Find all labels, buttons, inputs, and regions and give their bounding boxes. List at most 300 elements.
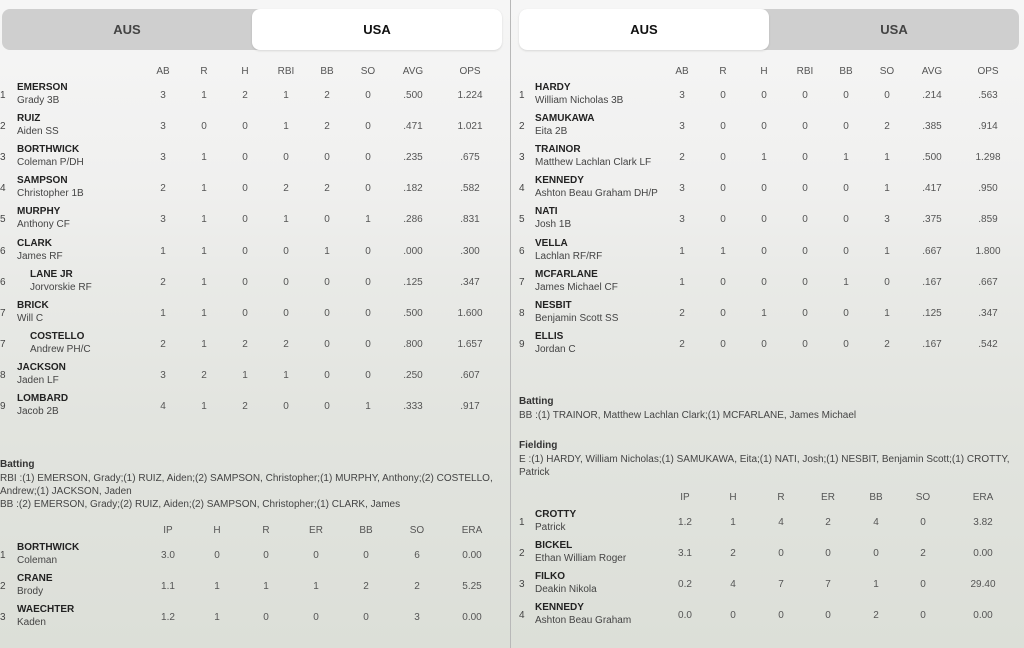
stat-h: 0 bbox=[242, 121, 248, 133]
player-position: Grady 3B bbox=[17, 95, 60, 106]
stat-so: 0 bbox=[884, 90, 890, 101]
batting-order: 4 bbox=[0, 183, 6, 195]
batter-row[interactable] bbox=[511, 82, 1024, 110]
stat-ab: 1 bbox=[679, 245, 685, 257]
pitcher-row[interactable] bbox=[511, 509, 1024, 537]
stat-bb: 0 bbox=[324, 307, 330, 319]
player-position: Lachlan RF/RF bbox=[535, 250, 603, 262]
player-name[interactable]: CRANE bbox=[17, 573, 53, 585]
stat-bb: 0 bbox=[843, 338, 849, 350]
stat-so: 0 bbox=[920, 517, 926, 528]
batter-row[interactable] bbox=[0, 206, 510, 234]
batting-order: 7 bbox=[519, 276, 525, 288]
stat-bb: 2 bbox=[324, 90, 330, 101]
stat-avg: .471 bbox=[403, 121, 423, 133]
stat-so: 0 bbox=[920, 579, 926, 591]
stat-r: 1 bbox=[201, 214, 207, 226]
stat-er: 2 bbox=[825, 517, 831, 528]
right-boxscore-panel bbox=[510, 0, 1024, 648]
batting-order: 6 bbox=[519, 245, 525, 257]
stat-ab: 2 bbox=[160, 183, 166, 195]
stat-r: 1 bbox=[201, 338, 207, 350]
stat-h: 4 bbox=[730, 579, 736, 591]
stat-rbi: 0 bbox=[283, 401, 289, 412]
stat-so: 2 bbox=[884, 338, 890, 350]
batting-order: 9 bbox=[519, 338, 525, 350]
stat-era: 0.00 bbox=[973, 548, 993, 560]
stat-rbi: 0 bbox=[802, 338, 808, 350]
stat-er: 0 bbox=[825, 548, 831, 560]
stat-ab: 2 bbox=[679, 307, 685, 319]
stat-r: 0 bbox=[263, 612, 269, 624]
stat-r: 0 bbox=[720, 121, 726, 133]
column-header: SO bbox=[360, 66, 376, 77]
column-header: BB bbox=[869, 492, 883, 503]
stat-avg: .125 bbox=[403, 276, 423, 288]
stat-ops: .675 bbox=[460, 152, 480, 164]
player-position: Anthony CF bbox=[17, 219, 70, 231]
batting-order: 4 bbox=[519, 183, 525, 195]
column-header: R bbox=[200, 66, 208, 77]
stat-er: 0 bbox=[313, 550, 319, 561]
stat-ops: .347 bbox=[978, 307, 998, 319]
fielding-note-line: Patrick bbox=[519, 467, 550, 478]
player-position: Ashton Beau Graham DH/P bbox=[535, 188, 658, 200]
stat-ab: 3 bbox=[679, 121, 685, 133]
player-name[interactable]: LANE JR bbox=[30, 268, 73, 280]
player-name[interactable]: LOMBARD bbox=[17, 393, 69, 404]
player-name[interactable]: TRAINOR bbox=[535, 144, 581, 156]
pitcher-order: 1 bbox=[0, 550, 6, 561]
player-position: James RF bbox=[17, 250, 63, 262]
stat-r: 4 bbox=[778, 517, 784, 528]
stat-avg: .125 bbox=[922, 307, 942, 319]
stat-ops: .667 bbox=[978, 276, 998, 288]
stat-bb: 0 bbox=[843, 90, 849, 101]
stat-er: 7 bbox=[825, 579, 831, 591]
stat-r: 0 bbox=[778, 548, 784, 560]
player-first-name: Kaden bbox=[17, 617, 46, 629]
fielding-notes-title: Fielding bbox=[519, 440, 558, 451]
column-header: IP bbox=[163, 525, 173, 536]
column-header: ER bbox=[309, 525, 323, 536]
stat-ab: 2 bbox=[160, 338, 166, 350]
stat-er: 1 bbox=[313, 581, 319, 593]
stat-so: 0 bbox=[365, 369, 371, 381]
player-name[interactable]: VELLA bbox=[535, 237, 568, 249]
player-name[interactable]: NATI bbox=[535, 206, 558, 218]
batter-row[interactable] bbox=[511, 269, 1024, 297]
pitcher-row[interactable] bbox=[0, 604, 510, 632]
stat-h: 0 bbox=[761, 121, 767, 133]
player-name[interactable]: BORTHWICK bbox=[17, 144, 80, 156]
column-header: R bbox=[777, 492, 785, 503]
stat-r: 0 bbox=[720, 214, 726, 226]
stat-ops: .950 bbox=[978, 183, 998, 195]
stat-ops: 1.657 bbox=[457, 338, 483, 350]
tab-usa[interactable]: USA bbox=[880, 22, 908, 37]
batting-order: 9 bbox=[0, 401, 6, 412]
stat-avg: .800 bbox=[403, 338, 423, 350]
stat-ab: 2 bbox=[679, 152, 685, 164]
stat-r: 0 bbox=[720, 90, 726, 101]
stat-h: 2 bbox=[242, 90, 248, 101]
stat-so: 0 bbox=[365, 183, 371, 195]
column-header: AB bbox=[156, 66, 170, 77]
batting-order: 1 bbox=[519, 90, 525, 101]
stat-bb: 0 bbox=[843, 245, 849, 257]
pitcher-row[interactable] bbox=[511, 571, 1024, 599]
pitcher-order: 3 bbox=[0, 612, 6, 624]
batting-order: 8 bbox=[0, 369, 6, 381]
column-header: SO bbox=[409, 525, 425, 536]
stat-ab: 3 bbox=[679, 214, 685, 226]
pitcher-order: 1 bbox=[519, 517, 525, 528]
team-tabs bbox=[519, 9, 1019, 50]
stat-h: 1 bbox=[214, 612, 220, 624]
stat-era: 29.40 bbox=[970, 579, 996, 591]
stat-bb: 0 bbox=[363, 612, 369, 624]
stat-bb: 0 bbox=[843, 214, 849, 226]
stat-ops: 1.224 bbox=[457, 90, 483, 101]
stat-bb: 1 bbox=[324, 245, 330, 257]
stat-r: 1 bbox=[201, 245, 207, 257]
stat-rbi: 0 bbox=[802, 214, 808, 226]
stat-ops: .607 bbox=[460, 369, 480, 381]
column-header: R bbox=[719, 66, 727, 77]
player-name[interactable]: HARDY bbox=[535, 82, 571, 93]
stat-bb: 0 bbox=[324, 369, 330, 381]
player-position: Aiden SS bbox=[17, 126, 59, 138]
stat-avg: .500 bbox=[403, 90, 423, 101]
batter-row[interactable] bbox=[0, 82, 510, 110]
stat-so: 6 bbox=[414, 550, 420, 561]
stat-avg: .235 bbox=[403, 152, 423, 164]
stat-ops: .859 bbox=[978, 214, 998, 226]
player-position: Jorvorskie RF bbox=[30, 281, 92, 293]
column-header: AB bbox=[675, 66, 689, 77]
stat-era: 3.82 bbox=[973, 517, 993, 528]
pitching-header bbox=[511, 492, 1024, 506]
stat-avg: .417 bbox=[922, 183, 942, 195]
stat-ip: 1.2 bbox=[678, 517, 692, 528]
player-first-name: Deakin Nikola bbox=[535, 584, 597, 596]
player-name[interactable]: BORTHWICK bbox=[17, 542, 80, 553]
stat-h: 0 bbox=[242, 214, 248, 226]
pitcher-row[interactable] bbox=[511, 602, 1024, 630]
pitcher-order: 3 bbox=[519, 579, 525, 591]
player-position: Jaden LF bbox=[17, 374, 59, 386]
stat-h: 0 bbox=[214, 550, 220, 561]
batting-header bbox=[511, 66, 1024, 80]
batting-order: 7 bbox=[0, 338, 6, 350]
stat-ab: 3 bbox=[160, 121, 166, 133]
stat-h: 1 bbox=[242, 369, 248, 381]
stat-so: 1 bbox=[884, 245, 890, 257]
stat-ops: 1.800 bbox=[975, 245, 1001, 257]
stat-bb: 0 bbox=[843, 307, 849, 319]
stat-h: 0 bbox=[730, 610, 736, 622]
batting-note-line: Andrew;(1) JACKSON, Jaden bbox=[0, 486, 132, 497]
stat-r: 1 bbox=[263, 581, 269, 593]
stat-ip: 0.0 bbox=[678, 610, 692, 622]
batting-order: 6 bbox=[0, 245, 6, 257]
batting-order: 5 bbox=[0, 214, 6, 226]
batter-row[interactable] bbox=[0, 393, 510, 421]
player-name[interactable]: NESBIT bbox=[535, 299, 572, 311]
player-name[interactable]: CLARK bbox=[17, 237, 52, 249]
stat-era: 0.00 bbox=[462, 612, 482, 624]
player-name[interactable]: CROTTY bbox=[535, 509, 577, 520]
stat-rbi: 0 bbox=[802, 152, 808, 164]
player-name[interactable]: SAMUKAWA bbox=[535, 113, 595, 125]
stat-rbi: 0 bbox=[283, 152, 289, 164]
stat-era: 0.00 bbox=[973, 610, 993, 622]
stat-rbi: 0 bbox=[802, 90, 808, 101]
player-position: Benjamin Scott SS bbox=[535, 312, 619, 324]
stat-h: 2 bbox=[730, 548, 736, 560]
stat-bb: 1 bbox=[843, 276, 849, 288]
stat-bb: 2 bbox=[873, 610, 879, 622]
stat-r: 0 bbox=[778, 610, 784, 622]
stat-ab: 3 bbox=[160, 369, 166, 381]
stat-h: 0 bbox=[242, 276, 248, 288]
batting-order: 7 bbox=[0, 307, 6, 319]
stat-r: 0 bbox=[720, 338, 726, 350]
player-name[interactable]: BICKEL bbox=[535, 540, 573, 552]
pitcher-row[interactable] bbox=[0, 542, 510, 570]
batter-row[interactable] bbox=[511, 175, 1024, 203]
batter-row[interactable] bbox=[511, 113, 1024, 141]
player-name[interactable]: COSTELLO bbox=[30, 330, 85, 342]
stat-so: 0 bbox=[365, 276, 371, 288]
stat-bb: 1 bbox=[873, 579, 879, 591]
stat-ab: 1 bbox=[160, 245, 166, 257]
stat-bb: 0 bbox=[324, 338, 330, 350]
stat-h: 1 bbox=[214, 581, 220, 593]
player-first-name: Ashton Beau Graham bbox=[535, 615, 632, 627]
stat-so: 2 bbox=[920, 548, 926, 560]
column-header: AVG bbox=[402, 66, 424, 77]
stat-ip: 1.2 bbox=[161, 612, 175, 624]
stat-h: 1 bbox=[761, 152, 767, 164]
batter-row[interactable] bbox=[0, 362, 510, 390]
stat-so: 1 bbox=[884, 152, 890, 164]
stat-r: 1 bbox=[201, 90, 207, 101]
player-name[interactable]: MCFARLANE bbox=[535, 268, 598, 280]
batting-order: 8 bbox=[519, 307, 525, 319]
stat-ab: 2 bbox=[679, 338, 685, 350]
column-header: OPS bbox=[459, 66, 481, 77]
stat-rbi: 0 bbox=[283, 307, 289, 319]
player-position: Coleman P/DH bbox=[17, 157, 84, 169]
stat-ops: 1.600 bbox=[457, 307, 483, 319]
stat-bb: 4 bbox=[873, 517, 879, 528]
player-position: James Michael CF bbox=[535, 281, 618, 293]
player-position: Matthew Lachlan Clark LF bbox=[535, 157, 652, 169]
stat-so: 3 bbox=[414, 612, 420, 624]
player-name[interactable]: KENNEDY bbox=[535, 175, 584, 187]
column-header: H bbox=[729, 492, 737, 503]
column-header: H bbox=[760, 66, 768, 77]
column-header: ERA bbox=[461, 525, 483, 536]
batter-row[interactable] bbox=[0, 144, 510, 172]
stat-ip: 1.1 bbox=[161, 581, 175, 593]
batter-row[interactable] bbox=[511, 331, 1024, 359]
stat-so: 2 bbox=[414, 581, 420, 593]
stat-ops: .300 bbox=[460, 245, 480, 257]
player-position: Jordan C bbox=[535, 343, 576, 355]
stat-ops: .917 bbox=[460, 401, 480, 412]
stat-ab: 3 bbox=[679, 183, 685, 195]
player-name[interactable]: MURPHY bbox=[17, 206, 61, 218]
batter-row[interactable] bbox=[0, 238, 510, 266]
stat-bb: 1 bbox=[843, 152, 849, 164]
player-position: Jacob 2B bbox=[17, 406, 59, 417]
column-header: BB bbox=[359, 525, 373, 536]
stat-ip: 3.0 bbox=[161, 550, 175, 561]
stat-so: 0 bbox=[365, 121, 371, 133]
stat-bb: 0 bbox=[324, 276, 330, 288]
stat-ops: .563 bbox=[978, 90, 998, 101]
stat-h: 0 bbox=[761, 338, 767, 350]
stat-ab: 1 bbox=[679, 276, 685, 288]
stat-avg: .375 bbox=[922, 214, 942, 226]
stat-rbi: 0 bbox=[283, 245, 289, 257]
column-header: ERA bbox=[972, 492, 994, 503]
stat-h: 0 bbox=[761, 245, 767, 257]
batter-row[interactable] bbox=[0, 175, 510, 203]
stat-rbi: 0 bbox=[802, 276, 808, 288]
stat-avg: .214 bbox=[922, 90, 942, 101]
stat-rbi: 1 bbox=[283, 90, 289, 101]
pitcher-row[interactable] bbox=[0, 573, 510, 601]
tab-usa[interactable]: USA bbox=[252, 9, 502, 50]
stat-rbi: 1 bbox=[283, 121, 289, 133]
tab-aus[interactable]: AUS bbox=[113, 22, 141, 37]
batting-order: 2 bbox=[519, 121, 525, 133]
stat-ops: .542 bbox=[978, 338, 998, 350]
player-name[interactable]: WAECHTER bbox=[17, 604, 75, 616]
player-name[interactable]: FILKO bbox=[535, 571, 565, 583]
stat-ab: 4 bbox=[160, 401, 166, 412]
batter-row[interactable] bbox=[511, 144, 1024, 172]
stat-avg: .333 bbox=[403, 401, 423, 412]
batting-order: 2 bbox=[0, 121, 6, 133]
batter-row[interactable] bbox=[0, 331, 510, 359]
stat-h: 0 bbox=[761, 214, 767, 226]
stat-era: 5.25 bbox=[462, 581, 482, 593]
player-first-name: Patrick bbox=[535, 522, 566, 533]
batter-row[interactable] bbox=[0, 113, 510, 141]
left-boxscore-panel bbox=[0, 0, 510, 648]
stat-ab: 3 bbox=[679, 90, 685, 101]
stat-ops: 1.298 bbox=[975, 152, 1001, 164]
batter-row[interactable] bbox=[0, 300, 510, 328]
player-position: Will C bbox=[17, 312, 44, 324]
pitcher-order: 2 bbox=[519, 548, 525, 560]
stat-ip: 0.2 bbox=[678, 579, 692, 591]
batter-row[interactable] bbox=[511, 206, 1024, 234]
stat-ops: .914 bbox=[978, 121, 998, 133]
stat-avg: .250 bbox=[403, 369, 423, 381]
batting-note-line: RBI :(1) EMERSON, Grady;(1) RUIZ, Aiden;(2) SAMPSON, Christopher;(1) MURPHY, Anthony;(2) COSTELLO, bbox=[0, 473, 493, 484]
batting-notes-title: Batting bbox=[0, 459, 35, 470]
batter-row[interactable] bbox=[511, 300, 1024, 328]
batter-row[interactable] bbox=[511, 238, 1024, 266]
player-name[interactable]: ELLIS bbox=[535, 330, 564, 342]
column-header: SO bbox=[915, 492, 931, 503]
player-first-name: Coleman bbox=[17, 555, 58, 566]
batting-note-line: BB :(1) TRAINOR, Matthew Lachlan Clark;(1) MCFARLANE, James Michael bbox=[519, 410, 857, 421]
player-name[interactable]: BRICK bbox=[17, 299, 49, 311]
player-name[interactable]: SAMPSON bbox=[17, 175, 68, 187]
stat-ops: .347 bbox=[460, 276, 480, 288]
stat-so: 0 bbox=[365, 338, 371, 350]
stat-avg: .182 bbox=[403, 183, 423, 195]
stat-avg: .500 bbox=[922, 152, 942, 164]
stat-h: 2 bbox=[242, 401, 248, 412]
stat-bb: 0 bbox=[843, 183, 849, 195]
stat-avg: .167 bbox=[922, 276, 942, 288]
player-position: William Nicholas 3B bbox=[535, 95, 624, 106]
player-name[interactable]: JACKSON bbox=[17, 361, 66, 373]
stat-so: 0 bbox=[365, 152, 371, 164]
column-header: IP bbox=[680, 492, 690, 503]
stat-h: 2 bbox=[242, 338, 248, 350]
pitcher-row[interactable] bbox=[511, 540, 1024, 568]
stat-era: 0.00 bbox=[462, 550, 482, 561]
batting-order: 1 bbox=[0, 90, 6, 101]
stat-er: 0 bbox=[825, 610, 831, 622]
stat-r: 0 bbox=[720, 183, 726, 195]
tab-aus[interactable]: AUS bbox=[519, 9, 769, 50]
stat-r: 0 bbox=[201, 121, 207, 133]
batting-order: 3 bbox=[0, 152, 6, 164]
stat-avg: .385 bbox=[922, 121, 942, 133]
stat-rbi: 2 bbox=[283, 338, 289, 350]
stat-h: 0 bbox=[761, 183, 767, 195]
column-header: SO bbox=[879, 66, 895, 77]
stat-bb: 2 bbox=[363, 581, 369, 593]
stat-ab: 3 bbox=[160, 152, 166, 164]
stat-er: 0 bbox=[313, 612, 319, 624]
player-position: Christopher 1B bbox=[17, 188, 84, 200]
player-name[interactable]: KENNEDY bbox=[535, 602, 584, 614]
stat-rbi: 1 bbox=[283, 214, 289, 226]
column-header: H bbox=[241, 66, 249, 77]
stat-rbi: 1 bbox=[283, 369, 289, 381]
player-name[interactable]: RUIZ bbox=[17, 113, 41, 125]
stat-so: 1 bbox=[884, 183, 890, 195]
stat-avg: .000 bbox=[403, 245, 423, 257]
stat-ab: 3 bbox=[160, 214, 166, 226]
stat-ip: 3.1 bbox=[678, 548, 692, 560]
stat-h: 0 bbox=[761, 90, 767, 101]
player-name[interactable]: EMERSON bbox=[17, 82, 68, 93]
stat-r: 1 bbox=[201, 276, 207, 288]
batting-header bbox=[0, 66, 510, 80]
stat-so: 2 bbox=[884, 121, 890, 133]
stat-r: 1 bbox=[720, 245, 726, 257]
stat-ab: 1 bbox=[160, 307, 166, 319]
column-header: RBI bbox=[796, 66, 814, 77]
batting-note-line: BB :(2) EMERSON, Grady;(2) RUIZ, Aiden;(2) SAMPSON, Christopher;(1) CLARK, James bbox=[0, 499, 401, 510]
stat-rbi: 0 bbox=[802, 121, 808, 133]
stat-bb: 0 bbox=[843, 121, 849, 133]
batter-row[interactable] bbox=[0, 269, 510, 297]
stat-h: 0 bbox=[242, 245, 248, 257]
